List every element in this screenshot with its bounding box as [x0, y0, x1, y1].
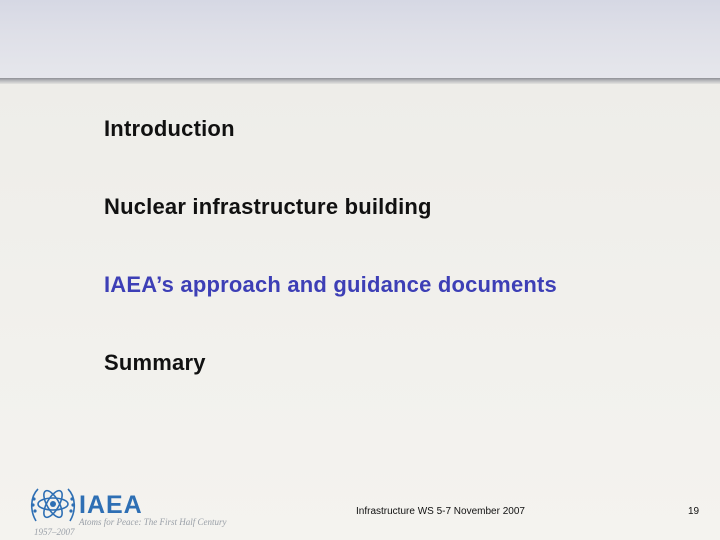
header-band — [0, 0, 720, 80]
agenda-item-introduction: Introduction — [104, 116, 235, 141]
footer-event: Infrastructure WS 5-7 November 2007 — [356, 506, 525, 517]
logo-tagline: Atoms for Peace: The First Half Century — [79, 517, 227, 527]
logo-years: 1957–2007 — [34, 527, 75, 537]
logo-wordmark: IAEA — [79, 491, 143, 519]
agenda-item-summary: Summary — [104, 350, 206, 375]
iaea-logo — [28, 481, 228, 537]
agenda-item-iaea-approach: IAEA’s approach and guidance documents — [104, 272, 557, 297]
slide-body — [0, 84, 720, 540]
atom-emblem-icon — [28, 481, 78, 529]
agenda-item-infrastructure-building: Nuclear infrastructure building — [104, 194, 432, 219]
slide-number: 19 — [688, 506, 700, 517]
